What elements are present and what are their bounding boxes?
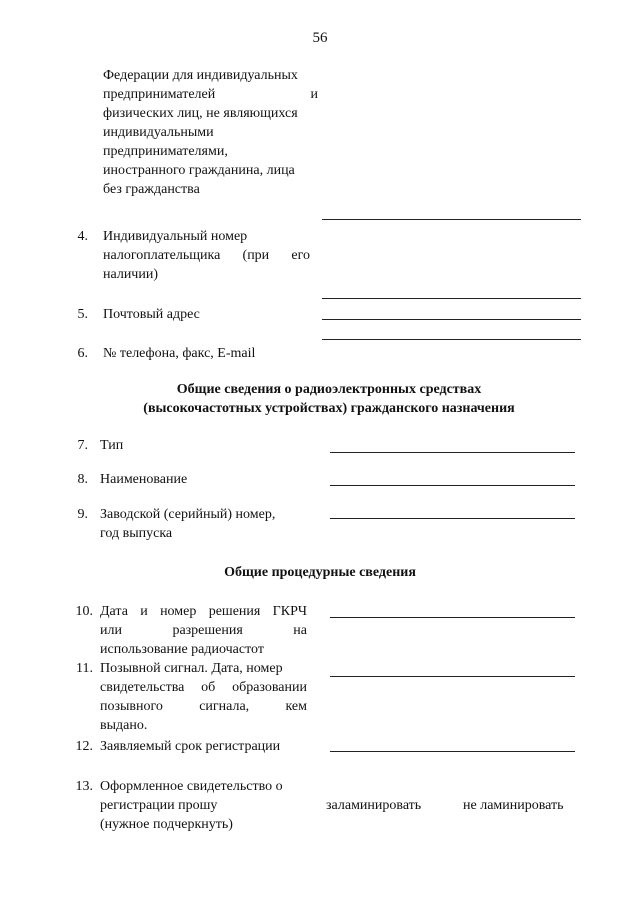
item-13-line: регистрации прошу [100,798,218,813]
item-13-line: (нужное подчеркнуть) [100,817,233,832]
item-9-fill-line[interactable] [330,518,575,519]
owner-line-part: и [310,87,318,102]
item-9-label [100,505,315,543]
item-6-number: 6. [77,346,88,361]
item-11-part: свидетельства [100,680,185,695]
item-7-fill-line[interactable] [330,452,575,453]
item-4-part: (при [242,248,270,263]
heading-line: Общие сведения о радиоэлектронных средствах [176,382,482,397]
item-12-number: 12. [75,739,93,754]
item-4-fill-line[interactable] [322,298,581,299]
section-heading-procedural: Общие процедурные сведения [224,565,416,580]
item-5-number: 5. [77,307,88,322]
item-11-part: сигнала, [199,699,250,714]
owner-line: индивидуальными [103,125,214,140]
item-13-number: 13. [75,779,93,794]
item-4-number: 4. [77,229,88,244]
item-4-label [103,227,310,284]
item-11-part: образовании [232,680,307,695]
option-no-laminate[interactable]: не ламинировать [463,798,564,813]
item-10-label [100,602,307,659]
item-12-label: Заявляемый срок регистрации [100,739,281,754]
heading-line: (высокочастотных устройствах) гражданского назначения [143,401,515,416]
item-5-fill-line-2[interactable] [322,339,581,340]
owner-line: физических лиц, не являющихся [103,106,298,121]
item-10-line [100,602,307,621]
owner-line: Федерации для индивидуальных [103,68,298,83]
item-11-part: позывного [100,699,163,714]
item-7-number: 7. [77,438,88,453]
owner-line: иностранного гражданина, лица [103,163,295,178]
item-5-fill-line[interactable] [322,319,581,320]
item-8-fill-line[interactable] [330,485,575,486]
item-10-line: использование радиочастот [100,642,264,657]
item-11-fill-line[interactable] [330,676,575,677]
owner-line: предпринимателями, [103,144,228,159]
item-11-line [100,697,307,716]
item-4-line: Индивидуальный номер [103,229,248,244]
item-11-number: 11. [76,661,93,676]
owner-line [103,85,318,104]
item-10-part: и [140,604,148,619]
item-9-line: год выпуска [100,526,173,541]
item-10-part: ГКРЧ [272,604,307,619]
item-10-line [100,621,307,640]
page-number: 56 [312,30,328,46]
owner-continuation [103,66,318,199]
item-12-fill-line[interactable] [330,751,575,752]
item-4-part: налогоплательщика [103,248,221,263]
item-11-label [100,659,307,735]
owner-line-part: предпринимателей [103,87,216,102]
item-4-line [103,246,310,265]
item-11-line [100,678,307,697]
section-heading-radio [0,380,640,418]
item-4-line: наличии) [103,267,158,282]
item-11-line: выдано. [100,718,148,733]
item-9-line: Заводской (серийный) номер, [100,507,276,522]
item-13-label [100,777,315,834]
item-10-number: 10. [75,604,93,619]
owner-line: без гражданства [103,182,200,197]
item-6-label: № телефона, факс, E-mail [103,346,256,361]
item-10-part: номер [160,604,197,619]
item-10-part: на [293,623,307,638]
item-13-line: Оформленное свидетельство о [100,779,283,794]
item-10-part: разрешения [172,623,243,638]
item-11-part: об [201,680,216,695]
item-7-label: Тип [100,438,124,453]
item-10-fill-line[interactable] [330,617,575,618]
item-11-line: Позывной сигнал. Дата, номер [100,661,283,676]
item-10-part: решения [208,604,261,619]
item-10-part: или [100,623,122,638]
item-8-label: Наименование [100,472,188,487]
item-8-number: 8. [77,472,88,487]
item-4-part: его [291,248,310,263]
item-5-label: Почтовый адрес [103,307,200,322]
item-10-part: Дата [100,604,128,619]
item-9-number: 9. [77,507,88,522]
item-11-part: кем [285,699,307,714]
option-laminate[interactable]: заламинировать [326,798,422,813]
owner-fill-line[interactable] [322,219,581,220]
